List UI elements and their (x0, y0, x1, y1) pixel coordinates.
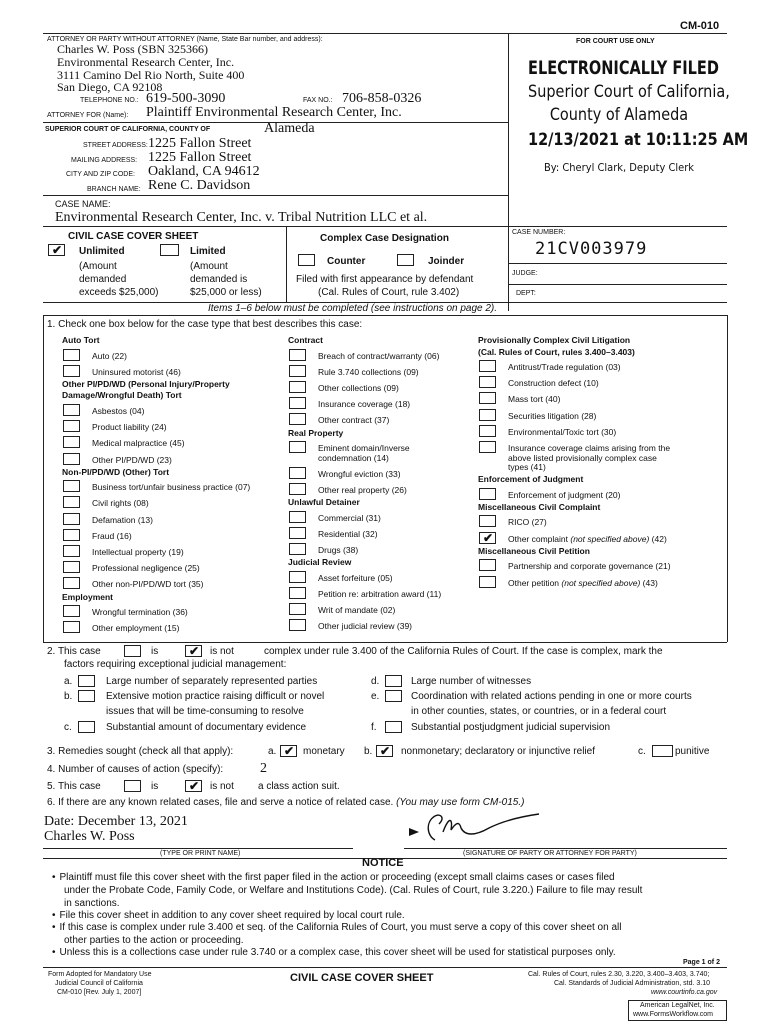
case-type-checkbox-antitrust-trade-regulation[interactable] (479, 360, 496, 372)
case-type-checkbox-other-non-pi-pd-wd-tort[interactable] (63, 577, 80, 589)
mailing-label: MAILING ADDRESS: (71, 157, 138, 164)
factor-d-label: Large number of witnesses (411, 676, 532, 687)
factor-b-label2: issues that will be time-consuming to resolve (106, 706, 304, 717)
monetary-checkbox[interactable]: ✔ (280, 745, 297, 757)
limited-checkbox[interactable] (160, 244, 179, 256)
factor-b-checkbox[interactable] (78, 690, 95, 702)
case-type-label-other-contract: Other contract (37) (318, 415, 390, 426)
case-name-label: CASE NAME: (55, 199, 111, 209)
form-id: CM-010 (680, 20, 720, 32)
punitive-checkbox[interactable] (652, 745, 673, 757)
case-type-label-other-pi-pd-wd: Other PI/PD/WD (23) (92, 454, 172, 465)
case-type-checkbox-business-tort-unfair-business-practice[interactable] (63, 480, 80, 492)
notice-bullet-1: • Plaintiff must file this cover sheet with the first paper filed in the action or proceeding (except small claims cases or cases filed (52, 872, 615, 883)
case-type-checkbox-other-petition[interactable] (479, 576, 496, 588)
court-branch-field[interactable]: Rene C. Davidson (148, 178, 251, 193)
category-heading: Real Property (288, 427, 344, 438)
case-type-label-partnership-and-corporate-governance: Partnership and corporate governance (21) (508, 561, 671, 572)
case-name-field[interactable]: Environmental Research Center, Inc. v. Tribal Nutrition LLC et al. (55, 210, 428, 225)
signature-label: (SIGNATURE OF PARTY OR ATTORNEY FOR PARTY) (463, 850, 637, 857)
case-type-checkbox-drugs[interactable] (289, 543, 306, 555)
class-action-is-not-checkbox[interactable]: ✔ (185, 780, 202, 792)
factor-d-letter: d. (371, 676, 380, 687)
case-type-checkbox-defamation[interactable] (63, 513, 80, 525)
limited-sub3: $25,000 or less) (190, 287, 262, 298)
county-field[interactable]: Alameda (264, 121, 315, 136)
item2-text: complex under rule 3.400 of the California Rules of Court. If the case is complex, mark the (264, 646, 663, 657)
case-type-label-other-petition: Other petition (not specified above) (43) (508, 577, 658, 588)
remedy-a-letter: a. (268, 746, 277, 757)
notice-bullet-1b: under the Probate Code, Family Code, or Welfare and Institutions Code). (Cal. Rules of Court, rule 3.220.) Failure to file may result (64, 885, 643, 896)
category-heading: Unlawful Detainer (288, 497, 360, 508)
case-type-label-continued: above listed provisionally complex case (508, 452, 657, 463)
causes-count-field[interactable]: 2 (260, 761, 267, 776)
case-type-checkbox-medical-malpractice[interactable] (63, 436, 80, 448)
case-type-checkbox-intellectual-property[interactable] (63, 545, 80, 557)
case-type-label-continued: condemnation (14) (318, 452, 389, 463)
attorney-city[interactable]: San Diego, CA 92108 (57, 80, 163, 94)
case-type-label-asset-forfeiture: Asset forfeiture (05) (318, 572, 393, 583)
limited-label: Limited (190, 246, 226, 257)
attorney-name[interactable]: Charles W. Poss (SBN 325366) (57, 42, 209, 56)
item6-hint: (You may use form CM-015.) (396, 797, 525, 808)
date-label: Date: (44, 814, 75, 829)
limited-sub1: (Amount (190, 261, 228, 272)
complex-is-label: is (151, 646, 159, 657)
category-heading: Judicial Review (288, 557, 352, 568)
factor-e-label2: in other counties, states, or countries, or in a federal court (411, 706, 667, 717)
case-type-checkbox-other-complaint[interactable]: ✔ (479, 532, 496, 544)
counter-label: Counter (327, 256, 366, 267)
case-type-checkbox-residential[interactable] (289, 527, 306, 539)
case-type-label-antitrust-trade-regulation: Antitrust/Trade regulation (03) (508, 362, 621, 372)
category-heading: Miscellaneous Civil Petition (478, 545, 590, 556)
page-number: Page 1 of 2 (683, 959, 720, 966)
footer-left-3: CM-010 [Rev. July 1, 2007] (57, 989, 142, 996)
case-type-label-intellectual-property: Intellectual property (19) (92, 547, 184, 557)
nonmonetary-checkbox[interactable]: ✔ (376, 745, 393, 757)
court-city-field[interactable]: Oakland, CA 94612 (148, 164, 260, 179)
fax-label: FAX NO.: (303, 97, 333, 104)
case-type-checkbox-other-pi-pd-wd[interactable] (63, 453, 80, 465)
case-type-checkbox-enforcement-of-judgment[interactable] (479, 488, 496, 500)
stamp-line3: County of Alameda (549, 105, 689, 125)
case-type-label-fraud: Fraud (16) (92, 530, 132, 541)
case-type-label-construction-defect: Construction defect (10) (508, 378, 599, 389)
case-type-checkbox-other-contract[interactable] (289, 413, 306, 425)
notice-bullet-3b: other parties to the action or proceeding. (64, 935, 244, 946)
complex-is-not-checkbox[interactable]: ✔ (185, 645, 202, 657)
notice-bullet-2: • File this cover sheet in addition to any cover sheet required by local court rule. (52, 910, 405, 921)
case-type-checkbox-securities-litigation[interactable] (479, 409, 496, 421)
case-type-checkbox-civil-rights[interactable] (63, 496, 80, 508)
factor-f-label: Substantial postjudgment judicial supervision (411, 722, 611, 733)
case-type-label-other-employment: Other employment (15) (92, 623, 180, 634)
case-type-label-auto: Auto (22) (92, 350, 127, 361)
category-heading: Enforcement of Judgment (478, 474, 584, 485)
case-type-checkbox-rico[interactable] (479, 515, 496, 527)
class-action-is-checkbox[interactable] (124, 780, 141, 792)
court-header: SUPERIOR COURT OF CALIFORNIA, COUNTY OF (45, 126, 211, 133)
counter-checkbox[interactable] (298, 254, 315, 266)
filed-with-label: Filed with first appearance by defendant (296, 274, 474, 285)
case-type-label-uninsured-motorist: Uninsured motorist (46) (92, 366, 181, 377)
item2-label: 2. This case (47, 646, 101, 657)
case-type-checkbox-construction-defect[interactable] (479, 376, 496, 388)
legalnet-name: American LegalNet, Inc. (640, 1002, 715, 1009)
date-field[interactable]: December 13, 2021 (77, 814, 188, 829)
case-type-checkbox-other-real-property[interactable] (289, 483, 306, 495)
footer-left-1: Form Adopted for Mandatory Use (48, 971, 152, 978)
case-type-label-defamation: Defamation (13) (92, 514, 153, 525)
factor-c-label: Substantial amount of documentary evidence (106, 722, 307, 733)
unlimited-checkbox[interactable]: ✔ (48, 244, 65, 256)
case-type-checkbox-writ-of-mandate[interactable] (289, 603, 306, 615)
factor-c-checkbox[interactable] (78, 721, 95, 733)
notice-bullet-3: • If this case is complex under rule 3.400 et seq. of the California Rules of Court, you must serve a copy of this cover sheet on all (52, 922, 621, 933)
item1-label: 1. Check one box below for the case type that best describes this case: (47, 319, 363, 330)
case-type-label-product-liability: Product liability (24) (92, 422, 167, 433)
attorney-for-field[interactable]: Plaintiff Environmental Research Center, Inc. (146, 105, 402, 120)
factor-a-label: Large number of separately represented parties (106, 676, 318, 687)
case-type-checkbox-wrongful-eviction[interactable] (289, 467, 306, 479)
case-type-label-drugs: Drugs (38) (318, 545, 359, 555)
case-type-label-eminent-domain-inverse: Eminent domain/Inverse (318, 443, 410, 453)
case-type-label-other-non-pi-pd-wd-tort: Other non-PI/PD/WD tort (35) (92, 579, 204, 590)
notice-bullet-1c: in sanctions. (64, 898, 120, 909)
case-number-field[interactable]: 21CV003979 (535, 239, 648, 259)
category-heading: Other PI/PD/WD (Personal Injury/Property (62, 378, 230, 389)
item3-label: 3. Remedies sought (check all that apply): (47, 746, 234, 757)
case-type-label-business-tort-unfair-business-practice: Business tort/unfair business practice (07) (92, 482, 251, 493)
case-type-label-securities-litigation: Securities litigation (28) (508, 410, 597, 421)
case-type-checkbox-partnership-and-corporate-governance[interactable] (479, 559, 496, 571)
joinder-label: Joinder (428, 256, 465, 267)
stamp-line2: Superior Court of California, (528, 82, 730, 102)
case-type-label-enforcement-of-judgment: Enforcement of judgment (20) (508, 489, 621, 500)
attorney-street[interactable]: 3111 Camino Del Rio North, Suite 400 (57, 68, 245, 82)
case-type-checkbox-uninsured-motorist[interactable] (63, 365, 80, 377)
stamp-line5: By: Cheryl Clark, Deputy Clerk (543, 161, 695, 174)
stamp-line4: 12/13/2021 at 10:11:25 AM (528, 130, 749, 150)
city-label: CITY AND ZIP CODE: (66, 171, 135, 178)
item4-label: 4. Number of causes of action (specify): (47, 764, 224, 775)
unlimited-sub1: (Amount (79, 261, 117, 272)
case-type-label-environmental-toxic-tort: Environmental/Toxic tort (30) (508, 426, 617, 437)
case-type-checkbox-petition-re-arbitration-award[interactable] (289, 587, 306, 599)
case-type-label-writ-of-mandate: Writ of mandate (02) (318, 605, 396, 616)
case-type-label-asbestos: Asbestos (04) (92, 405, 145, 416)
category-heading: Employment (62, 591, 114, 602)
case-type-label-civil-rights: Civil rights (08) (92, 498, 149, 509)
court-mailing-field[interactable]: 1225 Fallon Street (148, 150, 252, 165)
class-action-is-not-label: is not (210, 781, 234, 792)
nonmonetary-label: nonmonetary; declaratory or injunctive relief (401, 746, 595, 757)
street-label: STREET ADDRESS: (83, 142, 148, 149)
case-type-checkbox-breach-of-contract-warranty[interactable] (289, 349, 306, 361)
complex-is-checkbox[interactable] (124, 645, 141, 657)
tel-field[interactable]: 619-500-3090 (146, 91, 226, 106)
case-type-label-continued: types (41) (508, 462, 546, 472)
case-type-label-commercial: Commercial (31) (318, 512, 381, 523)
date-line (44, 814, 188, 830)
case-type-checkbox-wrongful-termination[interactable] (63, 605, 80, 617)
case-type-checkbox-eminent-domain-inverse[interactable] (289, 441, 306, 453)
category-heading: (Cal. Rules of Court, rules 3.400–3.403) (478, 346, 635, 357)
rule-label: (Cal. Rules of Court, rule 3.402) (318, 287, 460, 298)
footer-right-2: Cal. Standards of Judicial Administration, std. 3.10 (554, 980, 711, 987)
footer-right-1: Cal. Rules of Court, rules 2.30, 3.220, 3.400–3.403, 3.740; (528, 971, 710, 978)
complex-title: Complex Case Designation (320, 233, 449, 244)
stamp-line1: ELECTRONICALLY FILED (528, 57, 719, 79)
category-heading: Auto Tort (62, 335, 100, 345)
factor-b-letter: b. (64, 691, 73, 702)
case-type-label-petition-re-arbitration-award: Petition re: arbitration award (11) (318, 588, 442, 599)
court-street-field[interactable]: 1225 Fallon Street (148, 136, 252, 151)
case-type-checkbox-fraud[interactable] (63, 529, 80, 541)
cover-title: CIVIL CASE COVER SHEET (68, 231, 199, 242)
complex-is-not-label: is not (210, 646, 234, 657)
case-type-label-other-real-property: Other real property (26) (318, 484, 407, 495)
case-type-checkbox-environmental-toxic-tort[interactable] (479, 425, 496, 437)
unlimited-sub3: exceeds $25,000) (79, 287, 159, 298)
factor-d-checkbox[interactable] (385, 675, 402, 687)
category-heading: Contract (288, 335, 323, 345)
case-type-checkbox-other-judicial-review[interactable] (289, 619, 306, 631)
case-type-label-medical-malpractice: Medical malpractice (45) (92, 438, 185, 449)
remedy-c-letter: c. (638, 746, 646, 757)
remedy-b-letter: b. (364, 746, 373, 757)
dept-label: DEPT: (516, 290, 536, 297)
case-type-label-other-complaint: Other complaint (not specified above) (42) (508, 533, 667, 544)
court-use-label: FOR COURT USE ONLY (576, 38, 655, 45)
case-type-label-rule-3-740-collections: Rule 3.740 collections (09) (318, 366, 419, 377)
item5-label: 5. This case (47, 781, 101, 792)
type-name-label: (TYPE OR PRINT NAME) (160, 850, 241, 857)
case-type-label-breach-of-contract-warranty: Breach of contract/warranty (06) (318, 350, 440, 361)
category-heading: Provisionally Complex Civil Litigation (478, 335, 631, 345)
footer-left-2: Judicial Council of California (55, 980, 143, 987)
case-type-label-insurance-coverage: Insurance coverage (18) (318, 399, 411, 410)
factor-e-label: Coordination with related actions pending in one or more courts (411, 691, 692, 702)
case-type-label-rico: RICO (27) (508, 517, 547, 528)
factor-b-label: Extensive motion practice raising difficult or novel (106, 691, 325, 702)
case-type-label-wrongful-eviction: Wrongful eviction (33) (318, 468, 401, 479)
item2-text2: factors requiring exceptional judicial management: (64, 659, 287, 670)
case-type-checkbox-commercial[interactable] (289, 511, 306, 523)
footer-right-3[interactable]: www.courtinfo.ca.gov (651, 989, 718, 996)
joinder-checkbox[interactable] (397, 254, 414, 266)
factor-a-letter: a. (64, 676, 73, 687)
judge-label: JUDGE: (512, 270, 538, 277)
print-name-field[interactable]: Charles W. Poss (44, 829, 135, 844)
item5-tail: a class action suit. (258, 781, 340, 792)
notice-bullet-4: • Unless this is a collections case under rule 3.740 or a complex case, this cover sheet will be used for statistical purposes only. (52, 947, 616, 958)
factor-e-checkbox[interactable] (385, 690, 402, 702)
case-type-checkbox-auto[interactable] (63, 349, 80, 361)
case-type-checkbox-other-collections[interactable] (289, 381, 306, 393)
category-heading: Damage/Wrongful Death) Tort (62, 390, 182, 401)
case-type-label-residential: Residential (32) (318, 528, 378, 539)
branch-label: BRANCH NAME: (87, 186, 141, 193)
case-type-checkbox-other-employment[interactable] (63, 621, 80, 633)
attorney-for-label: ATTORNEY FOR (Name): (47, 112, 129, 119)
unlimited-label: Unlimited (79, 246, 125, 257)
case-type-label-professional-negligence: Professional negligence (25) (92, 563, 200, 574)
factor-c-letter: c. (64, 722, 72, 733)
factor-a-checkbox[interactable] (78, 675, 95, 687)
attorney-header: ATTORNEY OR PARTY WITHOUT ATTORNEY (Name, State Bar number, and address): (47, 36, 323, 43)
footer-title: CIVIL CASE COVER SHEET (290, 972, 434, 984)
case-type-checkbox-insurance-coverage-claims-arising-from-the[interactable] (479, 441, 496, 453)
notice-title: NOTICE (362, 857, 404, 869)
tel-label: TELEPHONE NO.: (80, 97, 139, 104)
legalnet-url[interactable]: www.FormsWorkflow.com (633, 1011, 713, 1018)
items-note: Items 1–6 below must be completed (see instructions on page 2). (208, 303, 498, 314)
attorney-org[interactable]: Environmental Research Center, Inc. (57, 55, 235, 69)
case-type-checkbox-product-liability[interactable] (63, 420, 80, 432)
limited-sub2: demanded is (190, 274, 248, 285)
case-type-checkbox-mass-tort[interactable] (479, 392, 496, 404)
case-type-label-wrongful-termination: Wrongful termination (36) (92, 607, 188, 618)
class-action-is-label: is (151, 781, 159, 792)
case-type-label-insurance-coverage-claims-arising-from-the: Insurance coverage claims arising from the (508, 443, 671, 453)
case-type-checkbox-insurance-coverage[interactable] (289, 397, 306, 409)
case-number-label: CASE NUMBER: (512, 229, 566, 236)
item6-label: 6. If there are any known related cases, file and serve a notice of related case. (You may use form CM-015.) (47, 797, 525, 808)
case-type-label-mass-tort: Mass tort (40) (508, 394, 561, 405)
case-type-label-other-judicial-review: Other judicial review (39) (318, 621, 413, 632)
case-type-checkbox-professional-negligence[interactable] (63, 561, 80, 573)
monetary-label: monetary (303, 746, 345, 757)
case-type-checkbox-asset-forfeiture[interactable] (289, 571, 306, 583)
factor-f-letter: f. (371, 722, 377, 733)
punitive-label: punitive (675, 746, 710, 757)
category-heading: Miscellaneous Civil Complaint (478, 501, 601, 512)
case-type-checkbox-asbestos[interactable] (63, 404, 80, 416)
case-type-checkbox-rule-3-740-collections[interactable] (289, 365, 306, 377)
factor-f-checkbox[interactable] (385, 721, 402, 733)
category-heading: Non-PI/PD/WD (Other) Tort (62, 466, 170, 477)
unlimited-sub2: demanded (79, 274, 127, 285)
factor-e-letter: e. (371, 691, 380, 702)
signature-image (405, 806, 545, 850)
case-type-label-other-collections: Other collections (09) (318, 382, 399, 393)
fax-field[interactable]: 706-858-0326 (342, 91, 422, 106)
